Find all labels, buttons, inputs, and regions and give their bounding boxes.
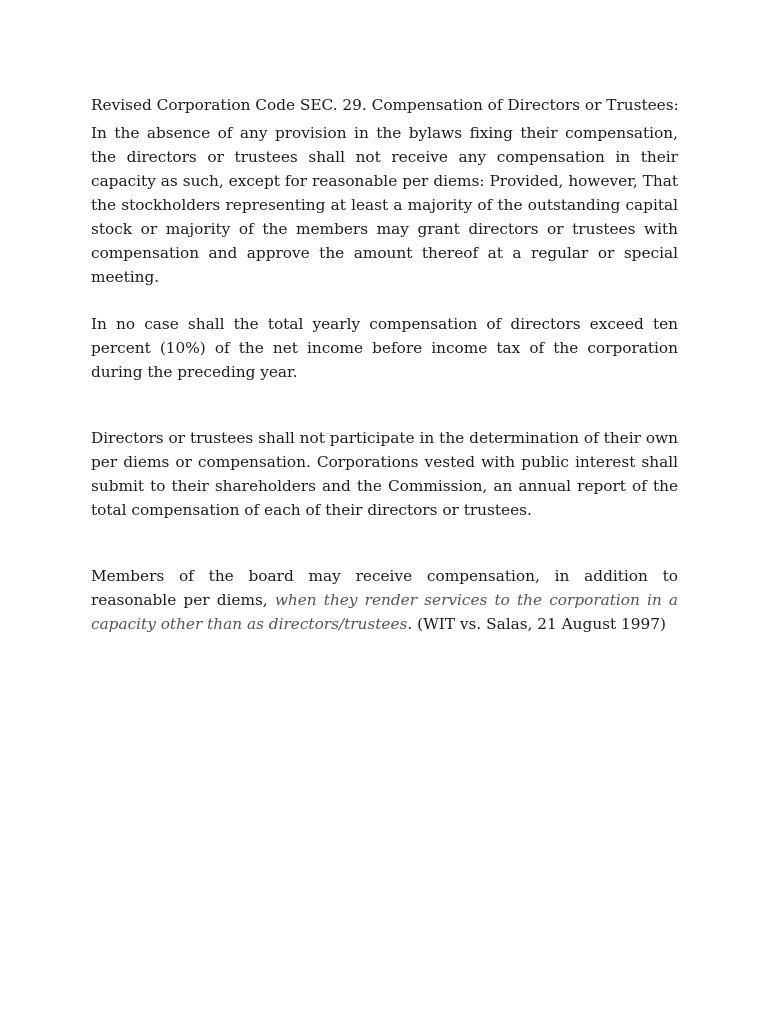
paragraph-bylaws-compensation: In the absence of any provision in the bylaws fixing their compensation, the directors or trustees shall not receive any compensation in their capacity as such, except for reasonable per diems: Provided, however, That the stockholders representing at least a majority of the outstanding capital stock or majority of the members may grant directors or trustees with compensation and approve the amount thereof at a regular or special meeting.	[91, 124, 678, 286]
paragraph-ten-percent-limit: In no case shall the total yearly compensation of directors exceed ten percent (10%) of the net income before income tax of the corporation during the preceding year.	[91, 315, 678, 381]
paragraph-board-services	[91, 564, 678, 636]
paragraph-board-services-lead: Members of the board may receive compensation, in addition to reasonable per diems,	[91, 567, 678, 609]
paragraph-board-services-emphasis: when they render services to the corporation in a capacity other than as directors/trustees	[91, 591, 679, 633]
paragraph-board-services-citation: . (WIT vs. Salas, 21 August 1997)	[407, 615, 666, 633]
paragraph-per-diems-report: Directors or trustees shall not participate in the determination of their own per diems or compensation. Corporations vested with public interest shall submit to their shareholders and the Commission, an annual report of the total compensation of each of their directors or trustees.	[91, 429, 678, 519]
document-body	[91, 93, 678, 636]
section-heading: Revised Corporation Code SEC. 29. Compensation of Directors or Trustees:	[91, 96, 679, 114]
